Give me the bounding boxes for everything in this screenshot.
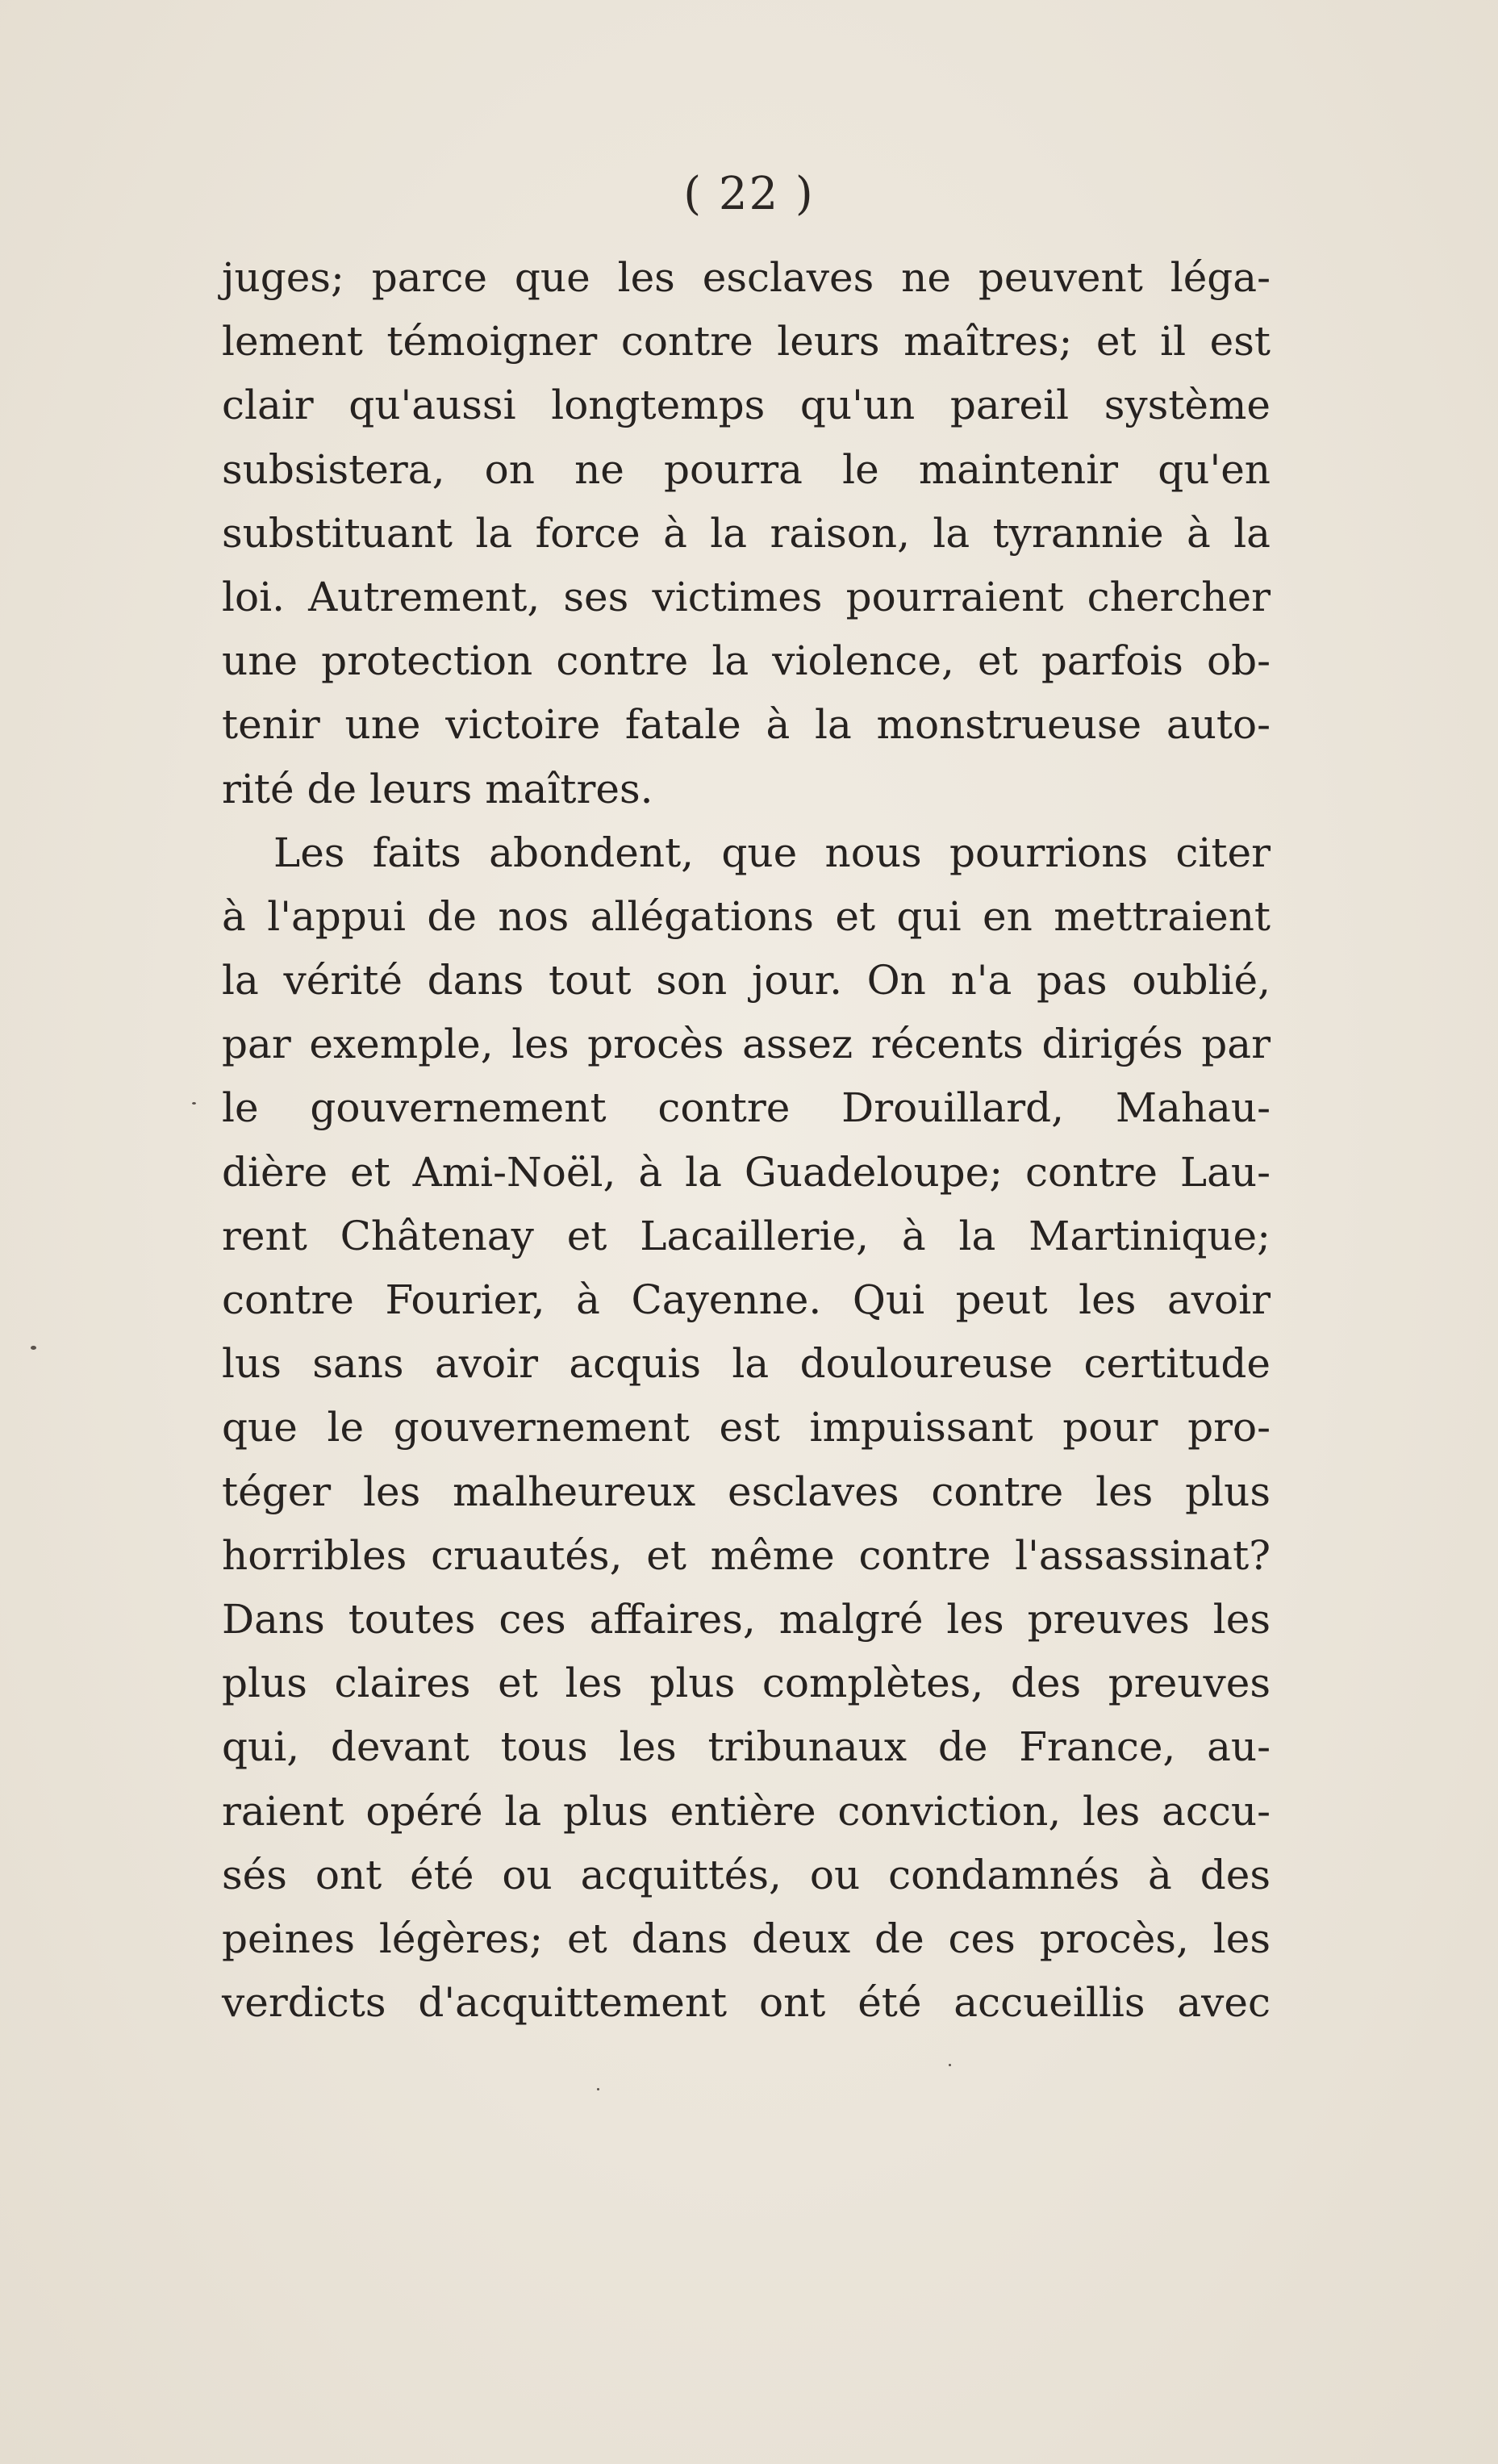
paper-speck — [597, 2088, 599, 2090]
text-line: sés ont été ou acquittés, ou condamnés à des — [222, 1851, 1271, 1898]
text-line: la vérité dans tout son jour. On n'a pas oublié, — [222, 957, 1271, 1004]
page-number: ( 22 ) — [683, 168, 815, 220]
text-line: contre Fourier, à Cayenne. Qui peut les avoir — [222, 1276, 1271, 1323]
text-line: lus sans avoir acquis la douloureuse certitude — [222, 1340, 1271, 1388]
text-line: verdicts d'acquittement ont été accueillis avec — [222, 1979, 1271, 2027]
text-line: par exemple, les procès assez récents dirigés par — [222, 1021, 1271, 1068]
text-line: tenir une victoire fatale à la monstrueuse auto- — [222, 701, 1271, 749]
paragraph-end-line: rité de leurs maîtres. — [222, 765, 653, 812]
text-line: qui, devant tous les tribunaux de France, au- — [222, 1723, 1271, 1771]
paper-speck — [31, 1346, 36, 1350]
text-line: que le gouvernement est impuissant pour pro- — [222, 1404, 1271, 1451]
body-text — [222, 246, 1271, 2035]
text-line: plus claires et les plus complètes, des preuves — [222, 1660, 1271, 1707]
paper-speck — [949, 2064, 951, 2066]
text-line: une protection contre la violence, et parfois ob- — [222, 637, 1271, 685]
text-line: substituant la force à la raison, la tyrannie à la — [222, 509, 1271, 557]
text-line: raient opéré la plus entière conviction, les accu- — [222, 1787, 1271, 1835]
text-line: peines légères; et dans deux de ces procès, les — [222, 1915, 1271, 1962]
text-line: loi. Autrement, ses victimes pourraient chercher — [222, 573, 1271, 620]
text-line: téger les malheureux esclaves contre les plus — [222, 1468, 1271, 1515]
paragraph-start-line: Les faits abondent, que nous pourrions citer — [273, 829, 1271, 876]
text-line: juges; parce que les esclaves ne peuvent léga- — [222, 254, 1271, 301]
paper-speck — [192, 1102, 196, 1105]
text-line: Dans toutes ces affaires, malgré les preuves les — [222, 1595, 1271, 1643]
text-line: clair qu'aussi longtemps qu'un pareil système — [222, 382, 1271, 429]
text-line: rent Châtenay et Lacaillerie, à la Martinique; — [222, 1212, 1271, 1259]
text-line: horribles cruautés, et même contre l'assassinat? — [222, 1531, 1271, 1579]
text-line: à l'appui de nos allégations et qui en mettraient — [222, 892, 1271, 940]
text-line: le gouvernement contre Drouillard, Mahau- — [222, 1084, 1271, 1132]
text-line: dière et Ami-Noël, à la Guadeloupe; contre Lau- — [222, 1148, 1271, 1196]
text-line: subsistera, on ne pourra le maintenir qu'en — [222, 445, 1271, 493]
text-line: lement témoigner contre leurs maîtres; et il est — [222, 318, 1271, 365]
